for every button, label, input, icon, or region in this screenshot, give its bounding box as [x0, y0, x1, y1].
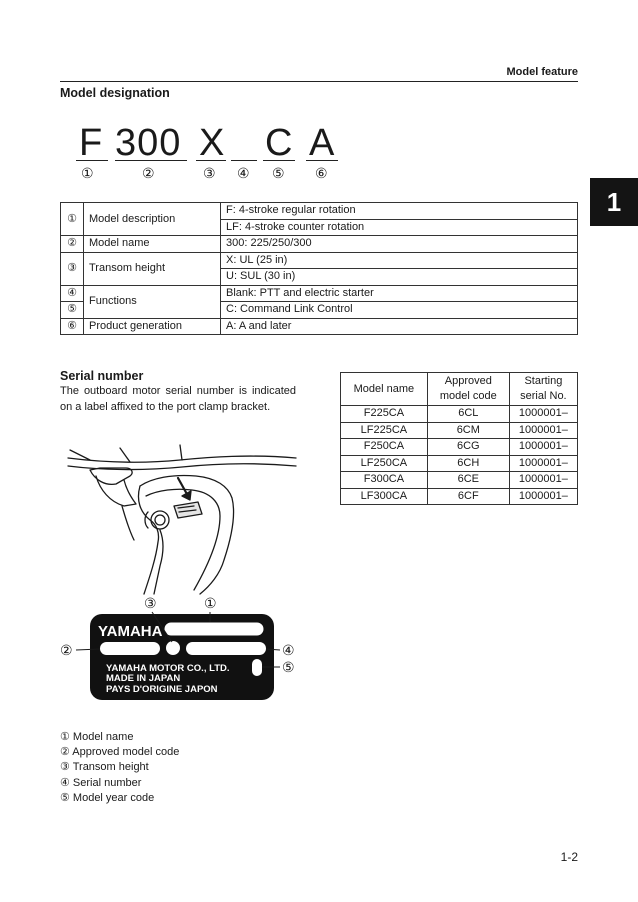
serial-table [340, 372, 578, 505]
row-value: A: A and later [221, 318, 578, 335]
table-row [61, 318, 578, 335]
header-code-line1: Approved [444, 375, 492, 387]
designation-part-f: F [79, 122, 104, 164]
table-header-row [341, 373, 578, 406]
table-row [341, 488, 578, 505]
designation-marker-6: ⑥ [315, 165, 328, 181]
serial-label-plate-illustration [60, 592, 310, 704]
slot-model-name [164, 622, 264, 636]
table-row [341, 422, 578, 439]
row-value: LF: 4-stroke counter rotation [221, 219, 578, 236]
header-model [341, 373, 428, 406]
row-label: Transom height [84, 252, 221, 285]
table-row [61, 203, 578, 220]
cell-serial: 1000001– [509, 455, 577, 472]
header-serial [509, 373, 577, 406]
row-label: Product generation [84, 318, 221, 335]
plate-callout-5: ⑤ [282, 659, 295, 675]
row-value: Blank: PTT and electric starter [221, 285, 578, 302]
designation-underline-5 [263, 160, 295, 161]
header-model-text: Model name [353, 382, 415, 395]
header-code-line2: model code [439, 390, 497, 402]
cell-model: F225CA [341, 406, 428, 423]
cell-serial: 1000001– [509, 422, 577, 439]
cell-model: LF225CA [341, 422, 428, 439]
designation-underline-2 [115, 160, 187, 161]
legend-item: ① Model name [60, 731, 134, 743]
table-row [341, 439, 578, 456]
row-value: X: UL (25 in) [221, 252, 578, 269]
row-number: ④ [61, 285, 84, 302]
table-row [61, 252, 578, 269]
row-number: ② [61, 236, 84, 253]
plate-callout-3: ③ [144, 595, 157, 611]
designation-marker-1: ① [81, 165, 94, 181]
cell-serial: 1000001– [509, 406, 577, 423]
page-number: 1-2 [560, 850, 578, 864]
row-value: 300: 225/250/300 [221, 236, 578, 253]
header-code [427, 373, 509, 406]
legend-item: ② Approved model code [60, 746, 180, 759]
slot-transom-height [166, 641, 180, 655]
plate-line-2: MADE IN JAPAN [106, 673, 181, 684]
designation-underline-6 [306, 160, 338, 161]
plate-callout-2: ② [60, 642, 73, 658]
cell-code: 6CG [427, 439, 509, 456]
header-rule [60, 81, 578, 82]
plate-callout-1: ① [204, 595, 217, 611]
row-number: ⑥ [61, 318, 84, 335]
cell-serial: 1000001– [509, 472, 577, 489]
cell-code: 6CL [427, 406, 509, 423]
row-number: ③ [61, 252, 84, 285]
cell-serial: 1000001– [509, 488, 577, 505]
plate-callout-4: ④ [282, 642, 295, 658]
table-row [341, 472, 578, 489]
designation-underline-3 [196, 160, 226, 161]
row-value: U: SUL (30 in) [221, 269, 578, 286]
cell-code: 6CH [427, 455, 509, 472]
header-serial-line2: serial No. [520, 390, 567, 402]
slot-serial-number [186, 642, 266, 655]
cell-serial: 1000001– [509, 439, 577, 456]
table-row [61, 285, 578, 302]
designation-marker-5: ⑤ [272, 165, 285, 181]
designation-part-a: A [309, 122, 336, 164]
designation-marker-3: ③ [203, 165, 216, 181]
serial-number-title: Serial number [60, 369, 144, 383]
legend-item: ⑤ Model year code [60, 791, 155, 804]
cell-code: 6CF [427, 488, 509, 505]
row-label: Model description [84, 203, 221, 236]
designation-underline-1 [76, 160, 108, 161]
legend-item: ④ Serial number [60, 776, 142, 789]
plate-line-3: PAYS D'ORIGINE JAPON [106, 684, 218, 695]
cell-code: 6CE [427, 472, 509, 489]
cell-code: 6CM [427, 422, 509, 439]
row-value: C: Command Link Control [221, 302, 578, 319]
designation-marker-4: ④ [237, 165, 250, 181]
cell-model: LF300CA [341, 488, 428, 505]
legend-item: ③ Transom height [60, 761, 149, 774]
model-designation-title: Model designation [60, 86, 170, 100]
designation-underline-4 [231, 160, 257, 161]
plate-line-1: YAMAHA MOTOR CO., LTD. [106, 663, 230, 674]
clamp-bracket-illustration [60, 440, 300, 595]
table-row [341, 455, 578, 472]
table-row [61, 236, 578, 253]
plate-legend [60, 730, 179, 806]
row-label: Model name [84, 236, 221, 253]
cell-model: F250CA [341, 439, 428, 456]
row-value: F: 4-stroke regular rotation [221, 203, 578, 220]
designation-table [60, 202, 578, 335]
plate-brand: YAMAHA [98, 623, 163, 640]
designation-marker-2: ② [142, 165, 155, 181]
serial-description: The outboard motor serial number is indicated on a label affixed to the port clamp bracket. [60, 385, 296, 413]
row-number: ⑤ [61, 302, 84, 319]
row-label: Functions [84, 285, 221, 318]
cell-model: LF250CA [341, 455, 428, 472]
designation-part-x: X [199, 122, 226, 164]
designation-part-300: 300 [115, 122, 182, 164]
table-row [341, 406, 578, 423]
header-serial-line1: Starting [524, 375, 563, 387]
slot-approved-model-code [100, 642, 160, 655]
designation-part-c: C [265, 122, 294, 164]
cell-model: F300CA [341, 472, 428, 489]
slot-model-year-code [252, 659, 262, 676]
row-number: ① [61, 203, 84, 236]
chapter-tab: 1 [590, 178, 638, 226]
running-header: Model feature [506, 66, 578, 78]
